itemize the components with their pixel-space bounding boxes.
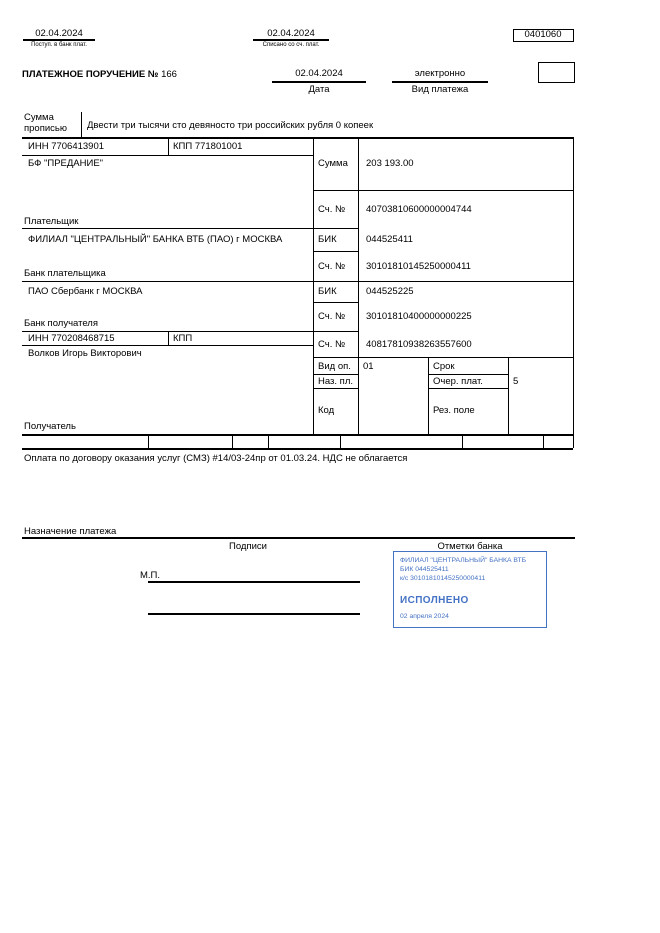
payee-bank-label: Банк получателя xyxy=(24,318,98,329)
payer-account-label: Сч. № xyxy=(318,204,346,215)
table-line xyxy=(232,434,233,448)
table-line xyxy=(543,434,544,448)
document-number: 166 xyxy=(161,69,177,80)
table-line xyxy=(462,434,463,448)
table-line xyxy=(22,137,573,139)
table-line xyxy=(313,374,358,375)
table-line xyxy=(508,357,509,434)
table-line xyxy=(22,228,358,229)
divider xyxy=(81,112,82,137)
title-text: ПЛАТЕЖНОЕ ПОРУЧЕНИЕ № xyxy=(22,69,159,80)
payer-bank-name: ФИЛИАЛ "ЦЕНТРАЛЬНЫЙ" БАНКА ВТБ (ПАО) г МОСКВА xyxy=(28,234,283,245)
ocher-plat-value: 5 xyxy=(513,376,519,387)
table-line xyxy=(428,357,429,434)
payee-bank-bik-label: БИК xyxy=(318,286,337,297)
amount-words-label: Сумма прописью xyxy=(24,112,67,134)
payer-bank-label: Банк плательщика xyxy=(24,268,106,279)
status-code-box xyxy=(538,62,575,83)
table-line xyxy=(313,251,358,252)
form-code: 0401060 xyxy=(524,29,562,40)
payee-inn: ИНН 770208468715 xyxy=(28,333,115,344)
naz-pl-label: Наз. пл. xyxy=(318,376,353,387)
rez-pole-label: Рез. поле xyxy=(433,405,475,416)
bank-stamp xyxy=(393,551,547,628)
date-received-label: Поступ. в банк плат. xyxy=(31,42,87,48)
payee-account: 40817810938263557600 xyxy=(366,339,472,350)
stamp-bank-name: ФИЛИАЛ "ЦЕНТРАЛЬНЫЙ" БАНКА ВТБ xyxy=(400,557,527,564)
document-title xyxy=(22,69,177,80)
vid-op-value: 01 xyxy=(363,361,374,372)
table-line xyxy=(313,137,314,434)
payment-type-underline xyxy=(392,81,488,83)
date-debited-label: Списано со сч. плат. xyxy=(262,42,320,48)
table-line xyxy=(148,434,149,448)
table-line xyxy=(268,434,269,448)
stamp-date: 02 апреля 2024 xyxy=(400,613,449,620)
ocher-plat-label: Очер. плат. xyxy=(433,376,483,387)
payer-bank-bik: 044525411 xyxy=(366,234,413,245)
table-line xyxy=(22,345,313,346)
stamp-status: ИСПОЛНЕНО xyxy=(400,595,469,606)
table-line xyxy=(168,137,169,155)
bank-marks-label: Отметки банка xyxy=(437,541,503,552)
payee-bank-corr-label: Сч. № xyxy=(318,311,346,322)
payee-kpp: КПП xyxy=(173,333,193,344)
purpose-label: Назначение платежа xyxy=(24,526,117,537)
payment-type-value: электронно xyxy=(414,68,466,79)
doc-date-label: Дата xyxy=(308,84,330,95)
amount-words: Двести три тысячи сто девяносто три российских рубля 0 копеек xyxy=(87,120,374,131)
signature-line xyxy=(148,613,360,615)
table-line xyxy=(313,388,358,389)
payer-name: БФ "ПРЕДАНИЕ" xyxy=(28,158,104,169)
kod-label: Код xyxy=(318,405,335,416)
payee-bank-bik: 044525225 xyxy=(366,286,414,297)
table-line xyxy=(428,374,508,375)
table-line xyxy=(168,331,169,345)
table-line xyxy=(340,434,341,448)
srok-label: Срок xyxy=(433,361,455,372)
payee-label: Получатель xyxy=(24,421,76,432)
sum-label: Сумма xyxy=(318,158,348,169)
payee-bank-name: ПАО Сбербанк г МОСКВА xyxy=(28,286,143,297)
form-code-box xyxy=(513,29,574,42)
table-line xyxy=(313,302,358,303)
payer-bank-corr: 30101810145250000411 xyxy=(366,261,471,272)
signatures-label: Подписи xyxy=(229,541,267,552)
date-debited-value: 02.04.2024 xyxy=(267,28,315,39)
payer-bank-corr-label: Сч. № xyxy=(318,261,346,272)
stamp-bik: БИК 044525411 xyxy=(400,566,449,573)
payer-account: 40703810600000004744 xyxy=(366,204,472,215)
doc-date-underline xyxy=(272,81,366,83)
sum-value: 203 193.00 xyxy=(366,158,414,169)
table-line xyxy=(22,155,313,156)
table-line xyxy=(22,434,573,436)
stamp-corr: к/с 30101810145250000411 xyxy=(400,575,486,582)
table-line xyxy=(313,190,573,191)
payee-account-label: Сч. № xyxy=(318,339,346,350)
purpose-text: Оплата по договору оказания услуг (СМЗ) #14/03-24пр от 01.03.24. НДС не облагается xyxy=(24,453,408,464)
table-line xyxy=(22,448,573,450)
payer-inn: ИНН 7706413901 xyxy=(28,141,105,152)
payment-type-label: Вид платежа xyxy=(411,84,469,95)
payer-kpp: КПП 771801001 xyxy=(173,141,243,152)
payee-name: Волков Игорь Викторович xyxy=(28,348,142,359)
table-line xyxy=(573,137,574,448)
date-debited-underline xyxy=(253,39,329,41)
date-received-value: 02.04.2024 xyxy=(35,28,83,39)
payee-bank-corr: 30101810400000000225 xyxy=(366,311,472,322)
table-line xyxy=(428,388,508,389)
doc-date-value: 02.04.2024 xyxy=(295,68,343,79)
payer-bank-bik-label: БИК xyxy=(318,234,337,245)
mp-label: М.П. xyxy=(140,570,161,581)
table-line xyxy=(313,357,573,358)
table-line xyxy=(22,281,573,282)
date-received-underline xyxy=(23,39,95,41)
vid-op-label: Вид оп. xyxy=(318,361,351,372)
payer-label: Плательщик xyxy=(24,216,79,227)
table-line xyxy=(22,331,358,332)
purpose-line xyxy=(22,537,575,539)
signature-line xyxy=(148,581,360,583)
table-line xyxy=(358,137,359,434)
